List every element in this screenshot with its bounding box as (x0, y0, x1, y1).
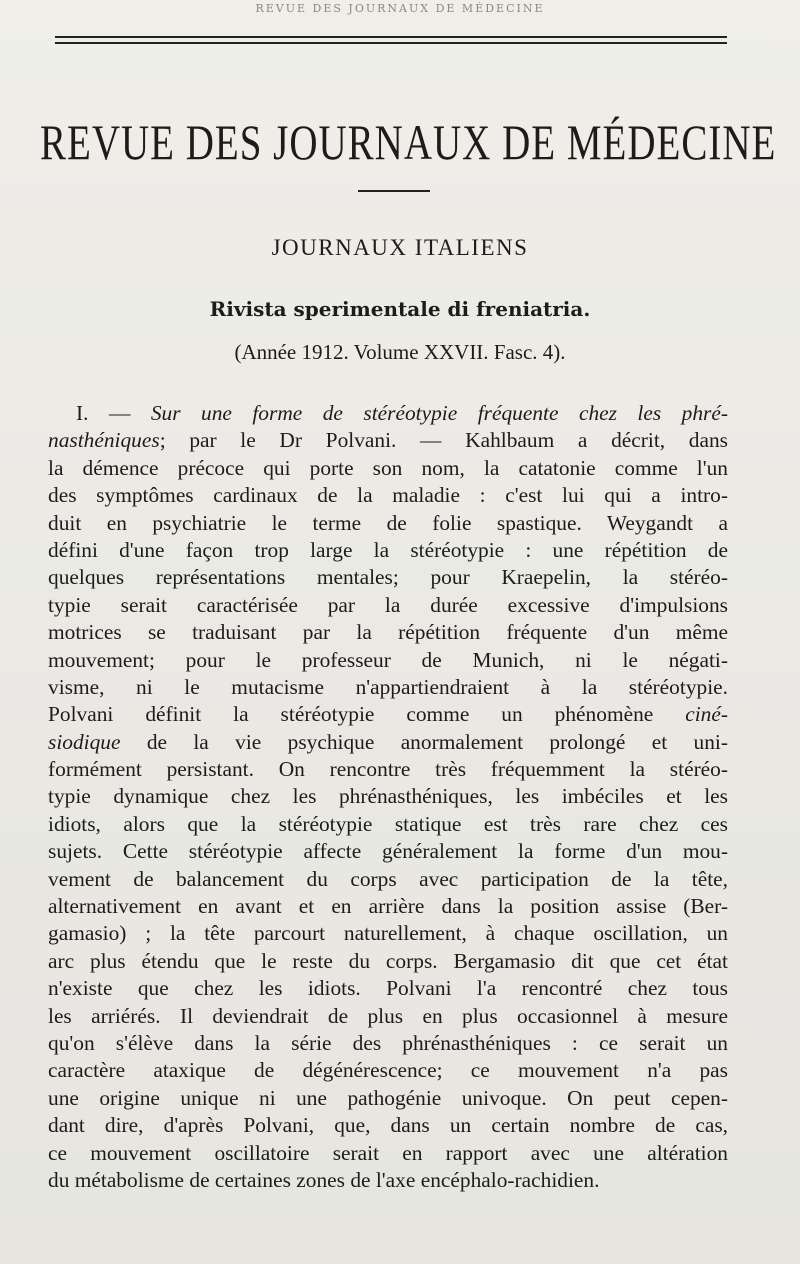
text-line: nasthéniques; par le Dr Polvani. — Kahlbaum a décrit, dans (48, 428, 728, 453)
header-rule (55, 36, 727, 38)
issue-info: (Année 1912. Volume XXVII. Fasc. 4). (234, 340, 566, 364)
text-line: des symptômes cardinaux de la maladie : c'est lui qui a intro- (48, 483, 728, 508)
text-line: motrices se traduisant par la répétition fréquente d'un même (48, 620, 728, 645)
text-line: visme, ni le mutacisme n'appartiendraient à la stéréotypie. (48, 674, 728, 699)
text-line: la démence précoce qui porte son nom, la catatonie comme l'un (48, 455, 728, 480)
text-line: arc plus étendu que le reste du corps. Bergamasio dit que cet état (48, 948, 728, 973)
text-line: typie dynamique chez les phrénasthéniques, les imbéciles et les (48, 784, 728, 809)
text-line: défini d'une façon trop large la stéréotypie : une répétition de (48, 537, 728, 562)
text-line: alternativement en avant et en arrière dans la position assise (Ber- (48, 894, 728, 919)
text-line: dant dire, d'après Polvani, que, dans un certain nombre de cas, (48, 1113, 728, 1138)
text-line: une origine unique ni une pathogénie univoque. On peut cepen- (48, 1085, 728, 1110)
title-divider (358, 190, 430, 192)
text-line: sujets. Cette stéréotypie affecte généralement la forme d'un mou- (48, 839, 728, 864)
text-line: duit en psychiatrie le terme de folie spastique. Weygandt a (48, 510, 728, 535)
text-line: vement de balancement du corps avec participation de la tête, (48, 866, 728, 891)
text-line: les arriérés. Il deviendrait de plus en plus occasionnel à mesure (48, 1003, 728, 1028)
journal-title: Rivista sperimentale di freniatria. (209, 297, 591, 321)
text-line: Polvani définit la stéréotypie comme un phénomène ciné- (48, 702, 728, 727)
text-line: idiots, alors que la stéréotypie statique est très rare chez ces (48, 811, 728, 836)
text-line: gamasio) ; la tête parcourt naturellement, à chaque oscillation, un (48, 921, 728, 946)
text-line: du métabolisme de certaines zones de l'axe encéphalo-rachidien. (48, 1167, 600, 1192)
page-title: REVUE DES JOURNAUX DE MÉDECINE (40, 115, 777, 171)
text-line: mouvement; pour le professeur de Munich, ni le négati- (48, 647, 728, 672)
text-line: I. — Sur une forme de stéréotypie fréquente chez les phré- (76, 401, 729, 425)
running-head: REVUE DES JOURNAUX DE MÉDECINE (255, 2, 545, 15)
text-line: quelques représentations mentales; pour Kraepelin, la stéréo- (48, 565, 728, 590)
text-line: caractère ataxique de dégénérescence; ce mouvement n'a pas (48, 1058, 728, 1083)
section-title: JOURNAUX ITALIENS (271, 235, 529, 260)
text-line: typie serait caractérisée par la durée excessive d'impulsions (48, 592, 728, 617)
article-body (48, 400, 728, 1194)
text-line: ce mouvement oscillatoire serait en rapport avec une altération (48, 1140, 728, 1165)
text-line: formément persistant. On rencontre très fréquemment la stéréo- (48, 757, 728, 782)
text-line: qu'on s'élève dans la série des phrénasthéniques : ce serait un (48, 1030, 728, 1055)
text-line: siodique de la vie psychique anormalement prolongé et uni- (48, 729, 728, 754)
text-line: n'existe que chez les idiots. Polvani l'a rencontré chez tous (48, 976, 728, 1001)
header-rule-second (55, 42, 727, 44)
